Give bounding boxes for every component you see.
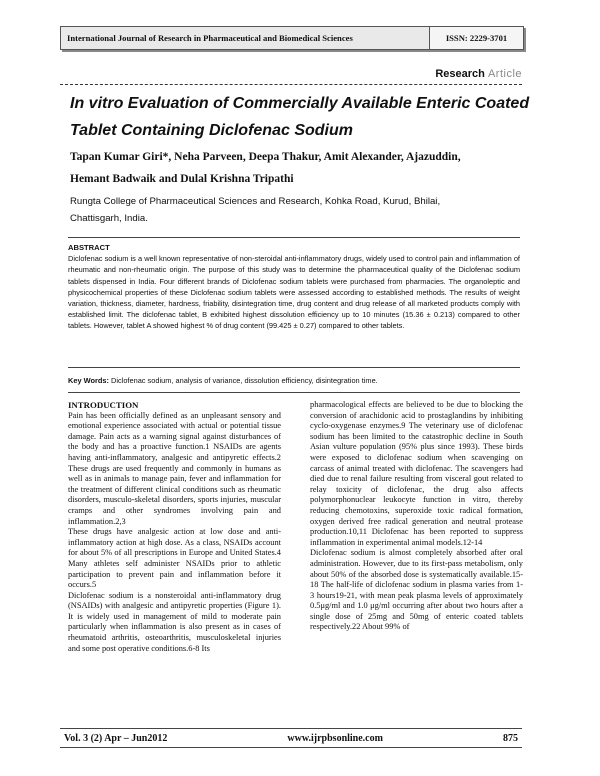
page-number: 875 — [502, 732, 518, 744]
article-type-word-article: Article — [487, 68, 522, 80]
keywords-text: Diclofenac sodium, analysis of variance, dissolution efficiency, disintegration time. — [111, 376, 378, 385]
abstract-text: Diclofenac sodium is a well known representative of non-steroidal anti-inflammatory drugs, widely used to control pain and inflammation of rheumatic and non-rheumatic origin. The purpose of this study was to determine the pharmaceutical quality of the Diclofenac sodium tablets dispensed in India. Four different brands of Diclofenac sodium tablets were purchased from pharmacies. The organoleptic and physicochemical properties of these Diclofenac sodium tablets were assessed according to established methods. The results of weight variation, thickness, diameter, hardness, friability, disintegration time, drug content and drug release of all marketed products comply with established limit. The diclofenac tablet, B exhibited highest dissolution efficiency up to 10 minutes (15.36 ± 0.213) compared to other tablets. However, tablet A showed highest % of drug content (99.425 ± 0.27) compared to other tablets. — [68, 254, 520, 331]
article-type-word-research: Research — [435, 68, 485, 80]
divider — [68, 392, 520, 393]
keywords-label: Key Words: — [68, 376, 109, 385]
left-column — [68, 400, 281, 654]
authors — [70, 146, 530, 190]
article-type-label — [433, 68, 522, 80]
authors-line-1: Tapan Kumar Giri*, Neha Parveen, Deepa Thakur, Amit Alexander, Ajazuddin, — [70, 151, 461, 163]
right-column — [310, 400, 523, 633]
divider — [68, 237, 520, 238]
journal-header — [60, 26, 524, 50]
journal-name: International Journal of Research in Pharmaceutical and Biomedical Sciences — [61, 27, 430, 49]
authors-line-2: Hemant Badwaik and Dulal Krishna Tripathi — [70, 173, 294, 185]
journal-url[interactable]: www.ijrpbsonline.com — [287, 732, 383, 744]
page-title: In vitro Evaluation of Commercially Available Enteric Coated Tablet Containing Diclofenac Sodium — [70, 95, 530, 139]
divider — [68, 367, 520, 368]
affiliation-line-1: Rungta College of Pharmaceutical Sciences and Research, Kohka Road, Kurud, Bhilai, — [70, 196, 441, 207]
abstract-heading: ABSTRACT — [68, 243, 110, 252]
intro-paragraph-4: pharmacological effects are believed to be due to blocking the conversion of arachidonic acid to prostaglandins by inhibiting cyclo-oxygenase enzymes.9 The veterinary use of diclofenac sodium has been limited to the catastrophic decline in South Asian vulture population (95% plus since 1993). These birds were exposed to diclofenac sodium when scavenging on carcass of animal treated with diclofenac. The scavengers had died due to renal failure resulting from visceral gout related to relay toxicity of diclofenac, the drug also affects polymorphonuclear leukocyte function in vitro, thereby reducing chemotoxins, superoxide toxic radical formation, oxygen derived free radical generation and neutral protease production.10,11 Diclofenac has been reported to suppress inflammation in experimental animal models.12-14 — [310, 400, 523, 547]
intro-paragraph-3: Diclofenac sodium is a nonsteroidal anti-inflammatory drug (NSAIDs) with analgesic and antipyretic properties (Figure 1). It is widely used in management of mild to moderate pain particularly when inflammation is also present as in cases of rheumatoid arthritis, osteoarthritis, musculoskeletal injuries and some post operative conditions.6-8 Its — [68, 590, 281, 653]
affiliation — [70, 193, 530, 227]
keywords — [68, 376, 520, 385]
volume-info: Vol. 3 (2) Apr – Jun2012 — [64, 732, 168, 744]
intro-paragraph-2: These drugs have analgesic action at low dose and anti-inflammatory action at high dose. As a class, NSAIDs account for about 5% of all prescriptions in Europe and United States.4 Many athletes self administer NSAIDs prior to athletic participation to prevent pain and inflammation before it occurs.5 — [68, 527, 281, 590]
intro-paragraph-5: Diclofenac sodium is almost completely absorbed after oral administration. However, due to its first-pass metabolism, only about 50% of the absorbed dose is systematically available.15-18 The half-life of diclofenac sodium in plasma varies from 1-3 hours19-21, with mean peak plasma levels of approximately 0.5μg/ml and 1.0 μg/ml occurring after about two hours after a single dose of 25mg and 50mg of enteric coated tablets respectively.22 About 99% of — [310, 548, 523, 632]
introduction-heading: INTRODUCTION — [68, 400, 139, 410]
affiliation-line-2: Chattisgarh, India. — [70, 213, 148, 224]
issn: ISSN: 2229-3701 — [430, 27, 523, 49]
page-footer — [60, 728, 522, 748]
abstract — [68, 242, 520, 332]
intro-paragraph-1: Pain has been officially defined as an unpleasant sensory and emotional experience associated with actual or potential tissue damage. Pain acts as a warning signal against disturbances of the body and has a proactive function.1 NSAIDs are agents having anti-inflammatory, analgesic and antipyretic effects.2 These drugs are used frequently and commonly in humans as well as in animals to manage pain, fever and inflammation for the treatment of different clinical conditions such as rheumatic disorders, musculo-skeletal disorders, sports injuries, muscular cramps and other syndromes involving pain and inflammation.2,3 — [68, 410, 281, 526]
